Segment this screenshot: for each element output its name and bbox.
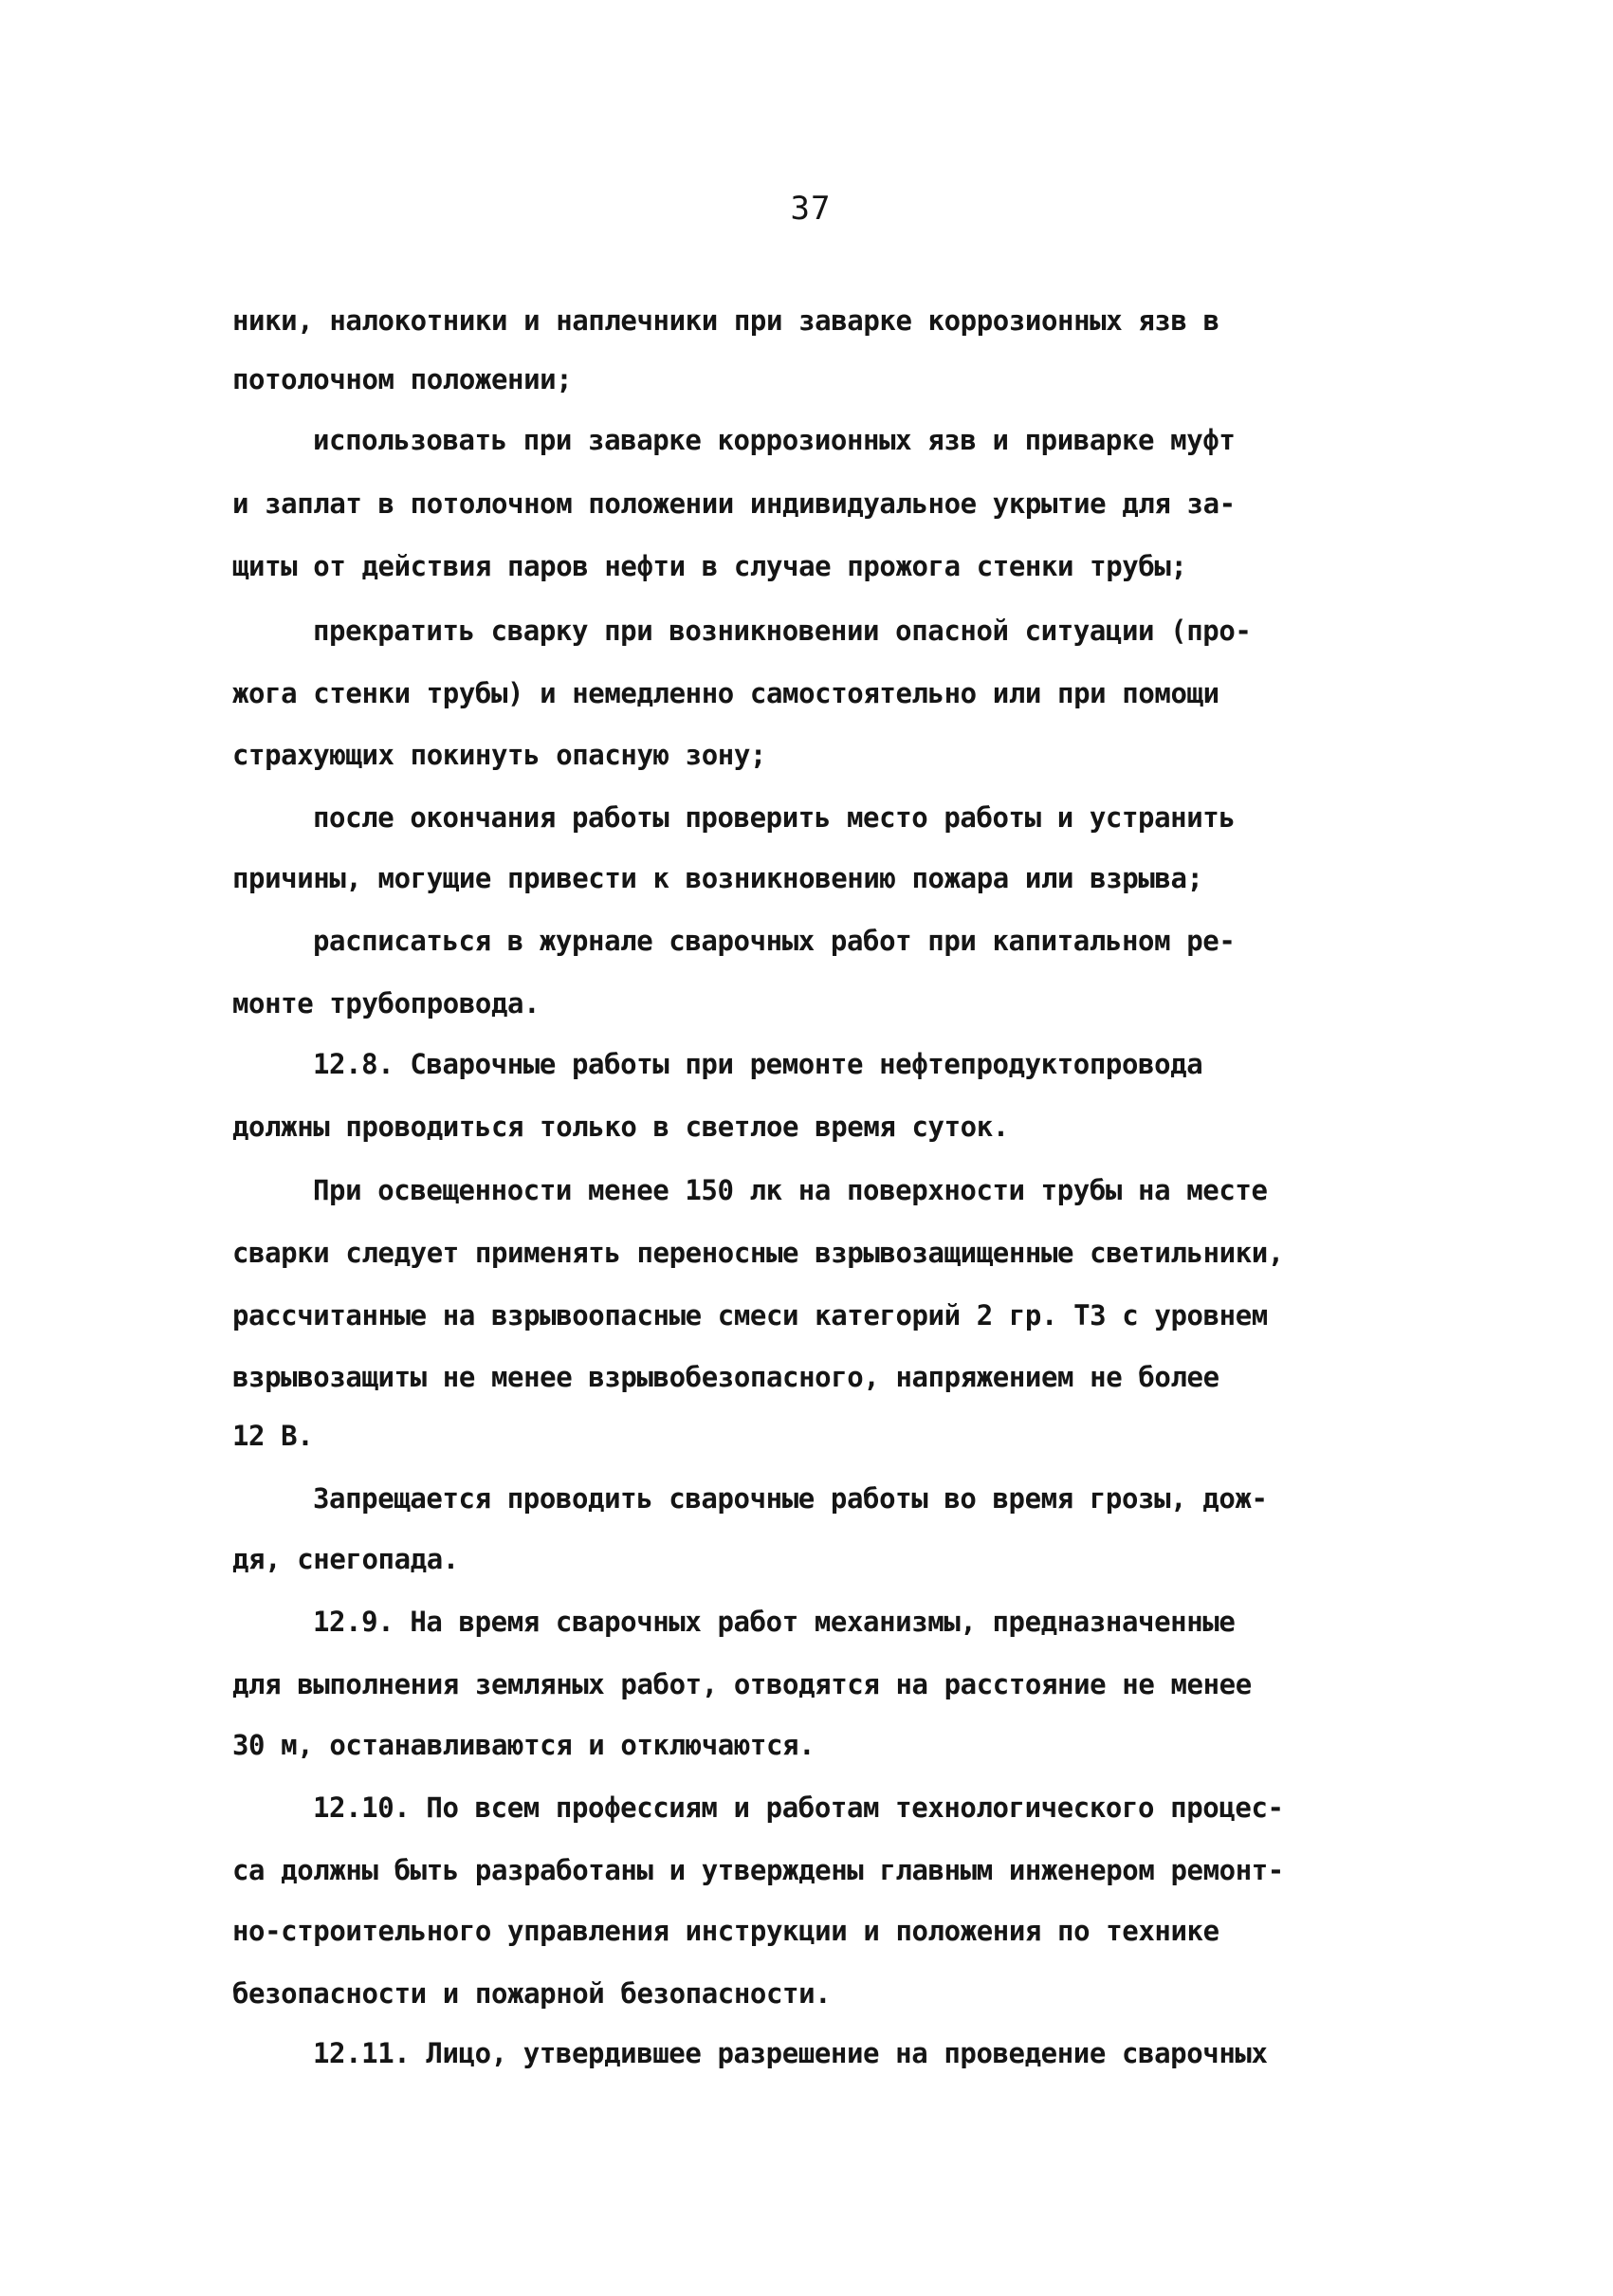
text-line: безопасности и пожарной безопасности. [232,1977,832,2010]
text-line: щиты от действия паров нефти в случае прожога стенки трубы; [232,550,1187,582]
page-number: 37 [790,190,832,228]
text-line: должны проводиться только в светлое время суток. [232,1111,1009,1143]
text-line: При освещенности менее 150 лк на поверхности трубы на месте [313,1174,1268,1206]
text-line: взрывозащиты не менее взрывобезопасного, напряжением не более [232,1361,1219,1393]
text-line: ники, налокотники и наплечники при заварке коррозионных язв в [232,304,1219,337]
text-line: но-строительного управления инструкции и положения по технике [232,1915,1219,1947]
text-line: после окончания работы проверить место работы и устранить [313,801,1236,834]
text-line: причины, могущие привести к возникновению пожара или взрыва; [232,862,1203,894]
text-line: дя, снегопада. [232,1543,459,1575]
text-line: 12.8. Сварочные работы при ремонте нефтепродуктопровода [313,1048,1203,1080]
text-line: потолочном положении; [232,363,573,395]
text-line: страхующих покинуть опасную зону; [232,739,766,771]
text-line: сварки следует применять переносные взрывозащищенные светильники, [232,1237,1284,1269]
text-line: 30 м, останавливаются и отключаются. [232,1729,816,1761]
text-line: са должны быть разработаны и утверждены главным инженером ремонт- [232,1854,1284,1886]
text-line: монте трубопровода. [232,987,541,1019]
text-line: расписаться в журнале сварочных работ при капитальном ре- [313,925,1236,957]
text-line: использовать при заварке коррозионных язв и приварке муфт [313,424,1236,456]
text-line: 12.9. На время сварочных работ механизмы, предназначенные [313,1606,1236,1638]
text-line: прекратить сварку при возникновении опасной ситуации (про- [313,615,1252,647]
text-line: 12 В. [232,1420,314,1452]
text-line: 12.10. По всем профессиям и работам технологического процес- [313,1791,1284,1824]
text-line: и заплат в потолочном положении индивидуальное укрытие для за- [232,487,1236,520]
text-line: для выполнения земляных работ, отводятся на расстояние не менее [232,1668,1252,1700]
text-line: жога стенки трубы) и немедленно самостоятельно или при помощи [232,677,1219,709]
text-line: рассчитанные на взрывоопасные смеси категорий 2 гр. Т3 с уровнем [232,1299,1268,1332]
text-line: Запрещается проводить сварочные работы во время грозы, дож- [313,1482,1268,1515]
text-line: 12.11. Лицо, утвердившее разрешение на проведение сварочных [313,2037,1268,2069]
